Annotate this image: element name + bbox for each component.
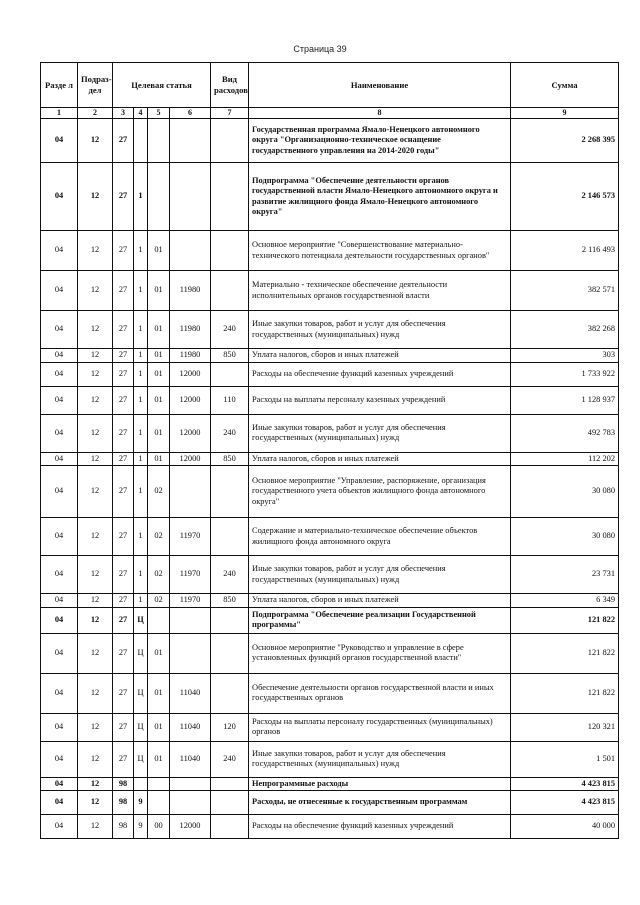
cell-podrazdel: 12 bbox=[78, 594, 113, 608]
cell-naimenovanie: Материально - техническое обеспечение деятельности исполнительных органов государственной власти bbox=[249, 271, 511, 311]
cell-razdel: 04 bbox=[41, 271, 78, 311]
table-row bbox=[41, 633, 619, 673]
table-row bbox=[41, 311, 619, 349]
table-row bbox=[41, 594, 619, 608]
cell-cs-subprogram: 1 bbox=[134, 452, 148, 466]
cell-summa: 121 822 bbox=[511, 607, 619, 633]
cell-cs-subprogram: Ц bbox=[134, 741, 148, 777]
cell-cs-program: 98 bbox=[113, 815, 134, 839]
cell-razdel: 04 bbox=[41, 713, 78, 741]
cell-naimenovanie: Расходы на обеспечение функций казенных учреждений bbox=[249, 362, 511, 386]
cell-cs-event: 02 bbox=[148, 518, 170, 556]
cell-cs-event: 01 bbox=[148, 271, 170, 311]
table-row bbox=[41, 556, 619, 594]
cell-cs-program: 27 bbox=[113, 607, 134, 633]
cell-cs-event: 01 bbox=[148, 386, 170, 414]
cell-cs-event: 01 bbox=[148, 633, 170, 673]
cell-vid-raskhodov bbox=[211, 673, 249, 713]
cell-razdel: 04 bbox=[41, 119, 78, 163]
cell-vid-raskhodov bbox=[211, 119, 249, 163]
col-number: 2 bbox=[78, 108, 113, 119]
cell-cs-subprogram: 1 bbox=[134, 414, 148, 452]
table-row bbox=[41, 777, 619, 791]
cell-podrazdel: 12 bbox=[78, 349, 113, 363]
cell-cs-subprogram: 1 bbox=[134, 386, 148, 414]
cell-vid-raskhodov: 850 bbox=[211, 594, 249, 608]
cell-cs-event: 01 bbox=[148, 713, 170, 741]
cell-cs-program: 27 bbox=[113, 466, 134, 518]
cell-cs-program: 27 bbox=[113, 633, 134, 673]
cell-cs-subprogram: Ц bbox=[134, 633, 148, 673]
cell-cs-subprogram bbox=[134, 119, 148, 163]
cell-summa: 1 733 922 bbox=[511, 362, 619, 386]
cell-vid-raskhodov: 240 bbox=[211, 311, 249, 349]
col-number: 1 bbox=[41, 108, 78, 119]
col-number: 3 bbox=[113, 108, 134, 119]
cell-cs-event bbox=[148, 791, 170, 815]
cell-podrazdel: 12 bbox=[78, 556, 113, 594]
table-row bbox=[41, 231, 619, 271]
cell-summa: 6 349 bbox=[511, 594, 619, 608]
cell-naimenovanie: Иные закупки товаров, работ и услуг для обеспечения государственных (муниципальных) нужд bbox=[249, 556, 511, 594]
cell-cs-program: 27 bbox=[113, 386, 134, 414]
cell-cs-program: 27 bbox=[113, 713, 134, 741]
cell-podrazdel: 12 bbox=[78, 607, 113, 633]
cell-cs-direction: 11040 bbox=[170, 713, 211, 741]
cell-podrazdel: 12 bbox=[78, 518, 113, 556]
cell-cs-direction: 11980 bbox=[170, 271, 211, 311]
cell-vid-raskhodov bbox=[211, 231, 249, 271]
cell-cs-event: 01 bbox=[148, 452, 170, 466]
cell-razdel: 04 bbox=[41, 414, 78, 452]
cell-cs-program: 27 bbox=[113, 414, 134, 452]
cell-naimenovanie: Государственная программа Ямало-Ненецкого автономного округа "Организационно-техническое оснащение государственного управления на 2014-2020 годы" bbox=[249, 119, 511, 163]
cell-cs-program: 98 bbox=[113, 777, 134, 791]
cell-cs-subprogram: 1 bbox=[134, 271, 148, 311]
table-row bbox=[41, 386, 619, 414]
cell-cs-direction bbox=[170, 633, 211, 673]
cell-cs-event: 01 bbox=[148, 231, 170, 271]
cell-cs-subprogram: 9 bbox=[134, 791, 148, 815]
cell-podrazdel: 12 bbox=[78, 119, 113, 163]
cell-razdel: 04 bbox=[41, 815, 78, 839]
cell-summa: 121 822 bbox=[511, 673, 619, 713]
table-row bbox=[41, 414, 619, 452]
cell-cs-program: 27 bbox=[113, 518, 134, 556]
cell-cs-program: 27 bbox=[113, 594, 134, 608]
cell-cs-subprogram: 1 bbox=[134, 556, 148, 594]
table-row bbox=[41, 713, 619, 741]
page-title: Страница 39 bbox=[293, 44, 347, 54]
cell-cs-event: 01 bbox=[148, 414, 170, 452]
col-number: 9 bbox=[511, 108, 619, 119]
column-numbers-row bbox=[41, 108, 619, 119]
cell-cs-subprogram: Ц bbox=[134, 713, 148, 741]
cell-summa: 2 146 573 bbox=[511, 163, 619, 231]
cell-cs-program: 27 bbox=[113, 119, 134, 163]
cell-summa: 382 571 bbox=[511, 271, 619, 311]
table-row bbox=[41, 466, 619, 518]
cell-vid-raskhodov bbox=[211, 163, 249, 231]
cell-vid-raskhodov: 850 bbox=[211, 349, 249, 363]
cell-summa: 1 501 bbox=[511, 741, 619, 777]
cell-naimenovanie: Основное мероприятие "Управление, распоряжение, организация государственного учета объектов жилищного фонда автономного округа" bbox=[249, 466, 511, 518]
cell-vid-raskhodov bbox=[211, 607, 249, 633]
cell-cs-event: 01 bbox=[148, 311, 170, 349]
cell-naimenovanie: Основное мероприятие "Руководство и управление в сфере установленных функций органов государственной власти" bbox=[249, 633, 511, 673]
cell-cs-event: 02 bbox=[148, 466, 170, 518]
cell-cs-subprogram: 1 bbox=[134, 231, 148, 271]
cell-naimenovanie: Иные закупки товаров, работ и услуг для обеспечения государственных (муниципальных) нужд bbox=[249, 311, 511, 349]
cell-cs-direction bbox=[170, 607, 211, 633]
cell-cs-direction bbox=[170, 231, 211, 271]
col-number: 8 bbox=[249, 108, 511, 119]
cell-cs-program: 27 bbox=[113, 452, 134, 466]
cell-podrazdel: 12 bbox=[78, 741, 113, 777]
cell-razdel: 04 bbox=[41, 607, 78, 633]
header-summa: Сумма bbox=[511, 63, 619, 108]
cell-razdel: 04 bbox=[41, 791, 78, 815]
cell-razdel: 04 bbox=[41, 594, 78, 608]
cell-podrazdel: 12 bbox=[78, 815, 113, 839]
cell-vid-raskhodov bbox=[211, 815, 249, 839]
cell-cs-direction bbox=[170, 791, 211, 815]
cell-summa: 382 268 bbox=[511, 311, 619, 349]
cell-summa: 492 783 bbox=[511, 414, 619, 452]
cell-podrazdel: 12 bbox=[78, 466, 113, 518]
cell-vid-raskhodov bbox=[211, 791, 249, 815]
cell-cs-direction: 12000 bbox=[170, 815, 211, 839]
header-razdel: Разде л bbox=[41, 63, 78, 108]
budget-table bbox=[40, 62, 619, 839]
cell-podrazdel: 12 bbox=[78, 673, 113, 713]
cell-naimenovanie: Расходы на выплаты персоналу казенных учреждений bbox=[249, 386, 511, 414]
cell-cs-program: 98 bbox=[113, 791, 134, 815]
cell-summa: 30 080 bbox=[511, 466, 619, 518]
cell-vid-raskhodov: 110 bbox=[211, 386, 249, 414]
cell-cs-subprogram bbox=[134, 777, 148, 791]
cell-summa: 1 128 937 bbox=[511, 386, 619, 414]
cell-razdel: 04 bbox=[41, 362, 78, 386]
table-row bbox=[41, 815, 619, 839]
cell-cs-event: 01 bbox=[148, 362, 170, 386]
cell-summa: 2 116 493 bbox=[511, 231, 619, 271]
cell-naimenovanie: Уплата налогов, сборов и иных платежей bbox=[249, 594, 511, 608]
cell-cs-program: 27 bbox=[113, 163, 134, 231]
cell-cs-event: 02 bbox=[148, 594, 170, 608]
cell-cs-event: 01 bbox=[148, 673, 170, 713]
cell-cs-direction: 11970 bbox=[170, 518, 211, 556]
cell-razdel: 04 bbox=[41, 386, 78, 414]
cell-podrazdel: 12 bbox=[78, 231, 113, 271]
cell-vid-raskhodov bbox=[211, 466, 249, 518]
cell-summa: 2 268 395 bbox=[511, 119, 619, 163]
cell-cs-direction: 11040 bbox=[170, 741, 211, 777]
cell-cs-direction: 11040 bbox=[170, 673, 211, 713]
cell-cs-subprogram: 1 bbox=[134, 466, 148, 518]
cell-razdel: 04 bbox=[41, 777, 78, 791]
cell-podrazdel: 12 bbox=[78, 362, 113, 386]
cell-cs-subprogram: 1 bbox=[134, 362, 148, 386]
cell-razdel: 04 bbox=[41, 466, 78, 518]
cell-cs-event: 00 bbox=[148, 815, 170, 839]
cell-podrazdel: 12 bbox=[78, 633, 113, 673]
table-row bbox=[41, 349, 619, 363]
cell-cs-subprogram: 1 bbox=[134, 518, 148, 556]
header-vid-raskhodov: Вид расходов bbox=[211, 63, 249, 108]
cell-cs-subprogram: 9 bbox=[134, 815, 148, 839]
cell-vid-raskhodov: 120 bbox=[211, 713, 249, 741]
cell-naimenovanie: Подпрограмма "Обеспечение деятельности органов государственной власти Ямало-Ненецкого автономного округа и развитие жилищного фонда Ямало-Ненецкого автономного округа" bbox=[249, 163, 511, 231]
cell-cs-program: 27 bbox=[113, 741, 134, 777]
cell-naimenovanie: Обеспечение деятельности органов государственной власти и иных государственных органов bbox=[249, 673, 511, 713]
cell-razdel: 04 bbox=[41, 518, 78, 556]
cell-vid-raskhodov: 240 bbox=[211, 414, 249, 452]
header-row bbox=[41, 63, 619, 108]
cell-cs-direction: 12000 bbox=[170, 452, 211, 466]
cell-cs-subprogram: Ц bbox=[134, 673, 148, 713]
cell-podrazdel: 12 bbox=[78, 713, 113, 741]
table-row bbox=[41, 518, 619, 556]
table-row bbox=[41, 741, 619, 777]
cell-razdel: 04 bbox=[41, 349, 78, 363]
table-row bbox=[41, 271, 619, 311]
cell-cs-program: 27 bbox=[113, 271, 134, 311]
cell-cs-program: 27 bbox=[113, 231, 134, 271]
cell-vid-raskhodov bbox=[211, 777, 249, 791]
cell-naimenovanie: Расходы на выплаты персоналу государственных (муниципальных) органов bbox=[249, 713, 511, 741]
cell-cs-direction bbox=[170, 119, 211, 163]
cell-cs-program: 27 bbox=[113, 362, 134, 386]
cell-cs-event: 01 bbox=[148, 349, 170, 363]
col-number: 6 bbox=[170, 108, 211, 119]
cell-cs-subprogram: 1 bbox=[134, 349, 148, 363]
cell-cs-direction: 11980 bbox=[170, 311, 211, 349]
cell-naimenovanie: Иные закупки товаров, работ и услуг для обеспечения государственных (муниципальных) нужд bbox=[249, 414, 511, 452]
cell-razdel: 04 bbox=[41, 311, 78, 349]
cell-cs-direction bbox=[170, 163, 211, 231]
cell-summa: 112 202 bbox=[511, 452, 619, 466]
cell-summa: 120 321 bbox=[511, 713, 619, 741]
cell-cs-direction: 12000 bbox=[170, 362, 211, 386]
cell-cs-direction bbox=[170, 777, 211, 791]
cell-podrazdel: 12 bbox=[78, 791, 113, 815]
cell-podrazdel: 12 bbox=[78, 311, 113, 349]
cell-vid-raskhodov bbox=[211, 518, 249, 556]
cell-cs-program: 27 bbox=[113, 673, 134, 713]
cell-cs-subprogram: 1 bbox=[134, 163, 148, 231]
cell-cs-program: 27 bbox=[113, 556, 134, 594]
cell-cs-subprogram: 1 bbox=[134, 594, 148, 608]
cell-naimenovanie: Основное мероприятие "Совершенствование материально-технического потенциала деятельности государственных органов" bbox=[249, 231, 511, 271]
cell-naimenovanie: Уплата налогов, сборов и иных платежей bbox=[249, 452, 511, 466]
cell-cs-event: 01 bbox=[148, 741, 170, 777]
table-row bbox=[41, 791, 619, 815]
cell-podrazdel: 12 bbox=[78, 777, 113, 791]
cell-naimenovanie: Подпрограмма "Обеспечение реализации Государственной программы" bbox=[249, 607, 511, 633]
col-number: 5 bbox=[148, 108, 170, 119]
cell-cs-event: 02 bbox=[148, 556, 170, 594]
cell-cs-event bbox=[148, 777, 170, 791]
cell-summa: 40 000 bbox=[511, 815, 619, 839]
cell-summa: 4 423 815 bbox=[511, 791, 619, 815]
cell-cs-event bbox=[148, 163, 170, 231]
cell-razdel: 04 bbox=[41, 452, 78, 466]
header-podrazdel: Подраз- дел bbox=[78, 63, 113, 108]
cell-cs-subprogram: Ц bbox=[134, 607, 148, 633]
cell-vid-raskhodov bbox=[211, 271, 249, 311]
table-row bbox=[41, 163, 619, 231]
cell-vid-raskhodov bbox=[211, 362, 249, 386]
table-row bbox=[41, 607, 619, 633]
cell-cs-direction: 12000 bbox=[170, 414, 211, 452]
table-row bbox=[41, 452, 619, 466]
cell-cs-event bbox=[148, 119, 170, 163]
cell-cs-direction: 12000 bbox=[170, 386, 211, 414]
table-row bbox=[41, 673, 619, 713]
cell-vid-raskhodov: 240 bbox=[211, 556, 249, 594]
cell-naimenovanie: Непрограммные расходы bbox=[249, 777, 511, 791]
cell-cs-program: 27 bbox=[113, 311, 134, 349]
cell-summa: 121 822 bbox=[511, 633, 619, 673]
cell-naimenovanie: Уплата налогов, сборов и иных платежей bbox=[249, 349, 511, 363]
table-row bbox=[41, 362, 619, 386]
cell-podrazdel: 12 bbox=[78, 414, 113, 452]
cell-podrazdel: 12 bbox=[78, 271, 113, 311]
cell-summa: 23 731 bbox=[511, 556, 619, 594]
cell-vid-raskhodov bbox=[211, 633, 249, 673]
cell-podrazdel: 12 bbox=[78, 452, 113, 466]
cell-podrazdel: 12 bbox=[78, 386, 113, 414]
header-naimenovanie: Наименование bbox=[249, 63, 511, 108]
cell-naimenovanie: Содержание и материально-техническое обеспечение объектов жилищного фонда автономного округа bbox=[249, 518, 511, 556]
cell-razdel: 04 bbox=[41, 673, 78, 713]
col-number: 4 bbox=[134, 108, 148, 119]
cell-naimenovanie: Расходы на обеспечение функций казенных учреждений bbox=[249, 815, 511, 839]
cell-vid-raskhodov: 240 bbox=[211, 741, 249, 777]
cell-vid-raskhodov: 850 bbox=[211, 452, 249, 466]
cell-razdel: 04 bbox=[41, 231, 78, 271]
cell-razdel: 04 bbox=[41, 741, 78, 777]
cell-cs-direction bbox=[170, 466, 211, 518]
cell-razdel: 04 bbox=[41, 163, 78, 231]
cell-razdel: 04 bbox=[41, 556, 78, 594]
cell-cs-direction: 11970 bbox=[170, 556, 211, 594]
cell-cs-subprogram: 1 bbox=[134, 311, 148, 349]
cell-razdel: 04 bbox=[41, 633, 78, 673]
table-row bbox=[41, 119, 619, 163]
cell-summa: 303 bbox=[511, 349, 619, 363]
cell-summa: 4 423 815 bbox=[511, 777, 619, 791]
header-celevaya-statya: Целевая статья bbox=[113, 63, 211, 108]
cell-cs-program: 27 bbox=[113, 349, 134, 363]
cell-cs-event bbox=[148, 607, 170, 633]
cell-summa: 30 080 bbox=[511, 518, 619, 556]
cell-naimenovanie: Расходы, не отнесенные к государственным программам bbox=[249, 791, 511, 815]
cell-naimenovanie: Иные закупки товаров, работ и услуг для обеспечения государственных (муниципальных) нужд bbox=[249, 741, 511, 777]
table-body bbox=[41, 119, 619, 839]
cell-cs-direction: 11970 bbox=[170, 594, 211, 608]
cell-cs-direction: 11980 bbox=[170, 349, 211, 363]
col-number: 7 bbox=[211, 108, 249, 119]
cell-podrazdel: 12 bbox=[78, 163, 113, 231]
